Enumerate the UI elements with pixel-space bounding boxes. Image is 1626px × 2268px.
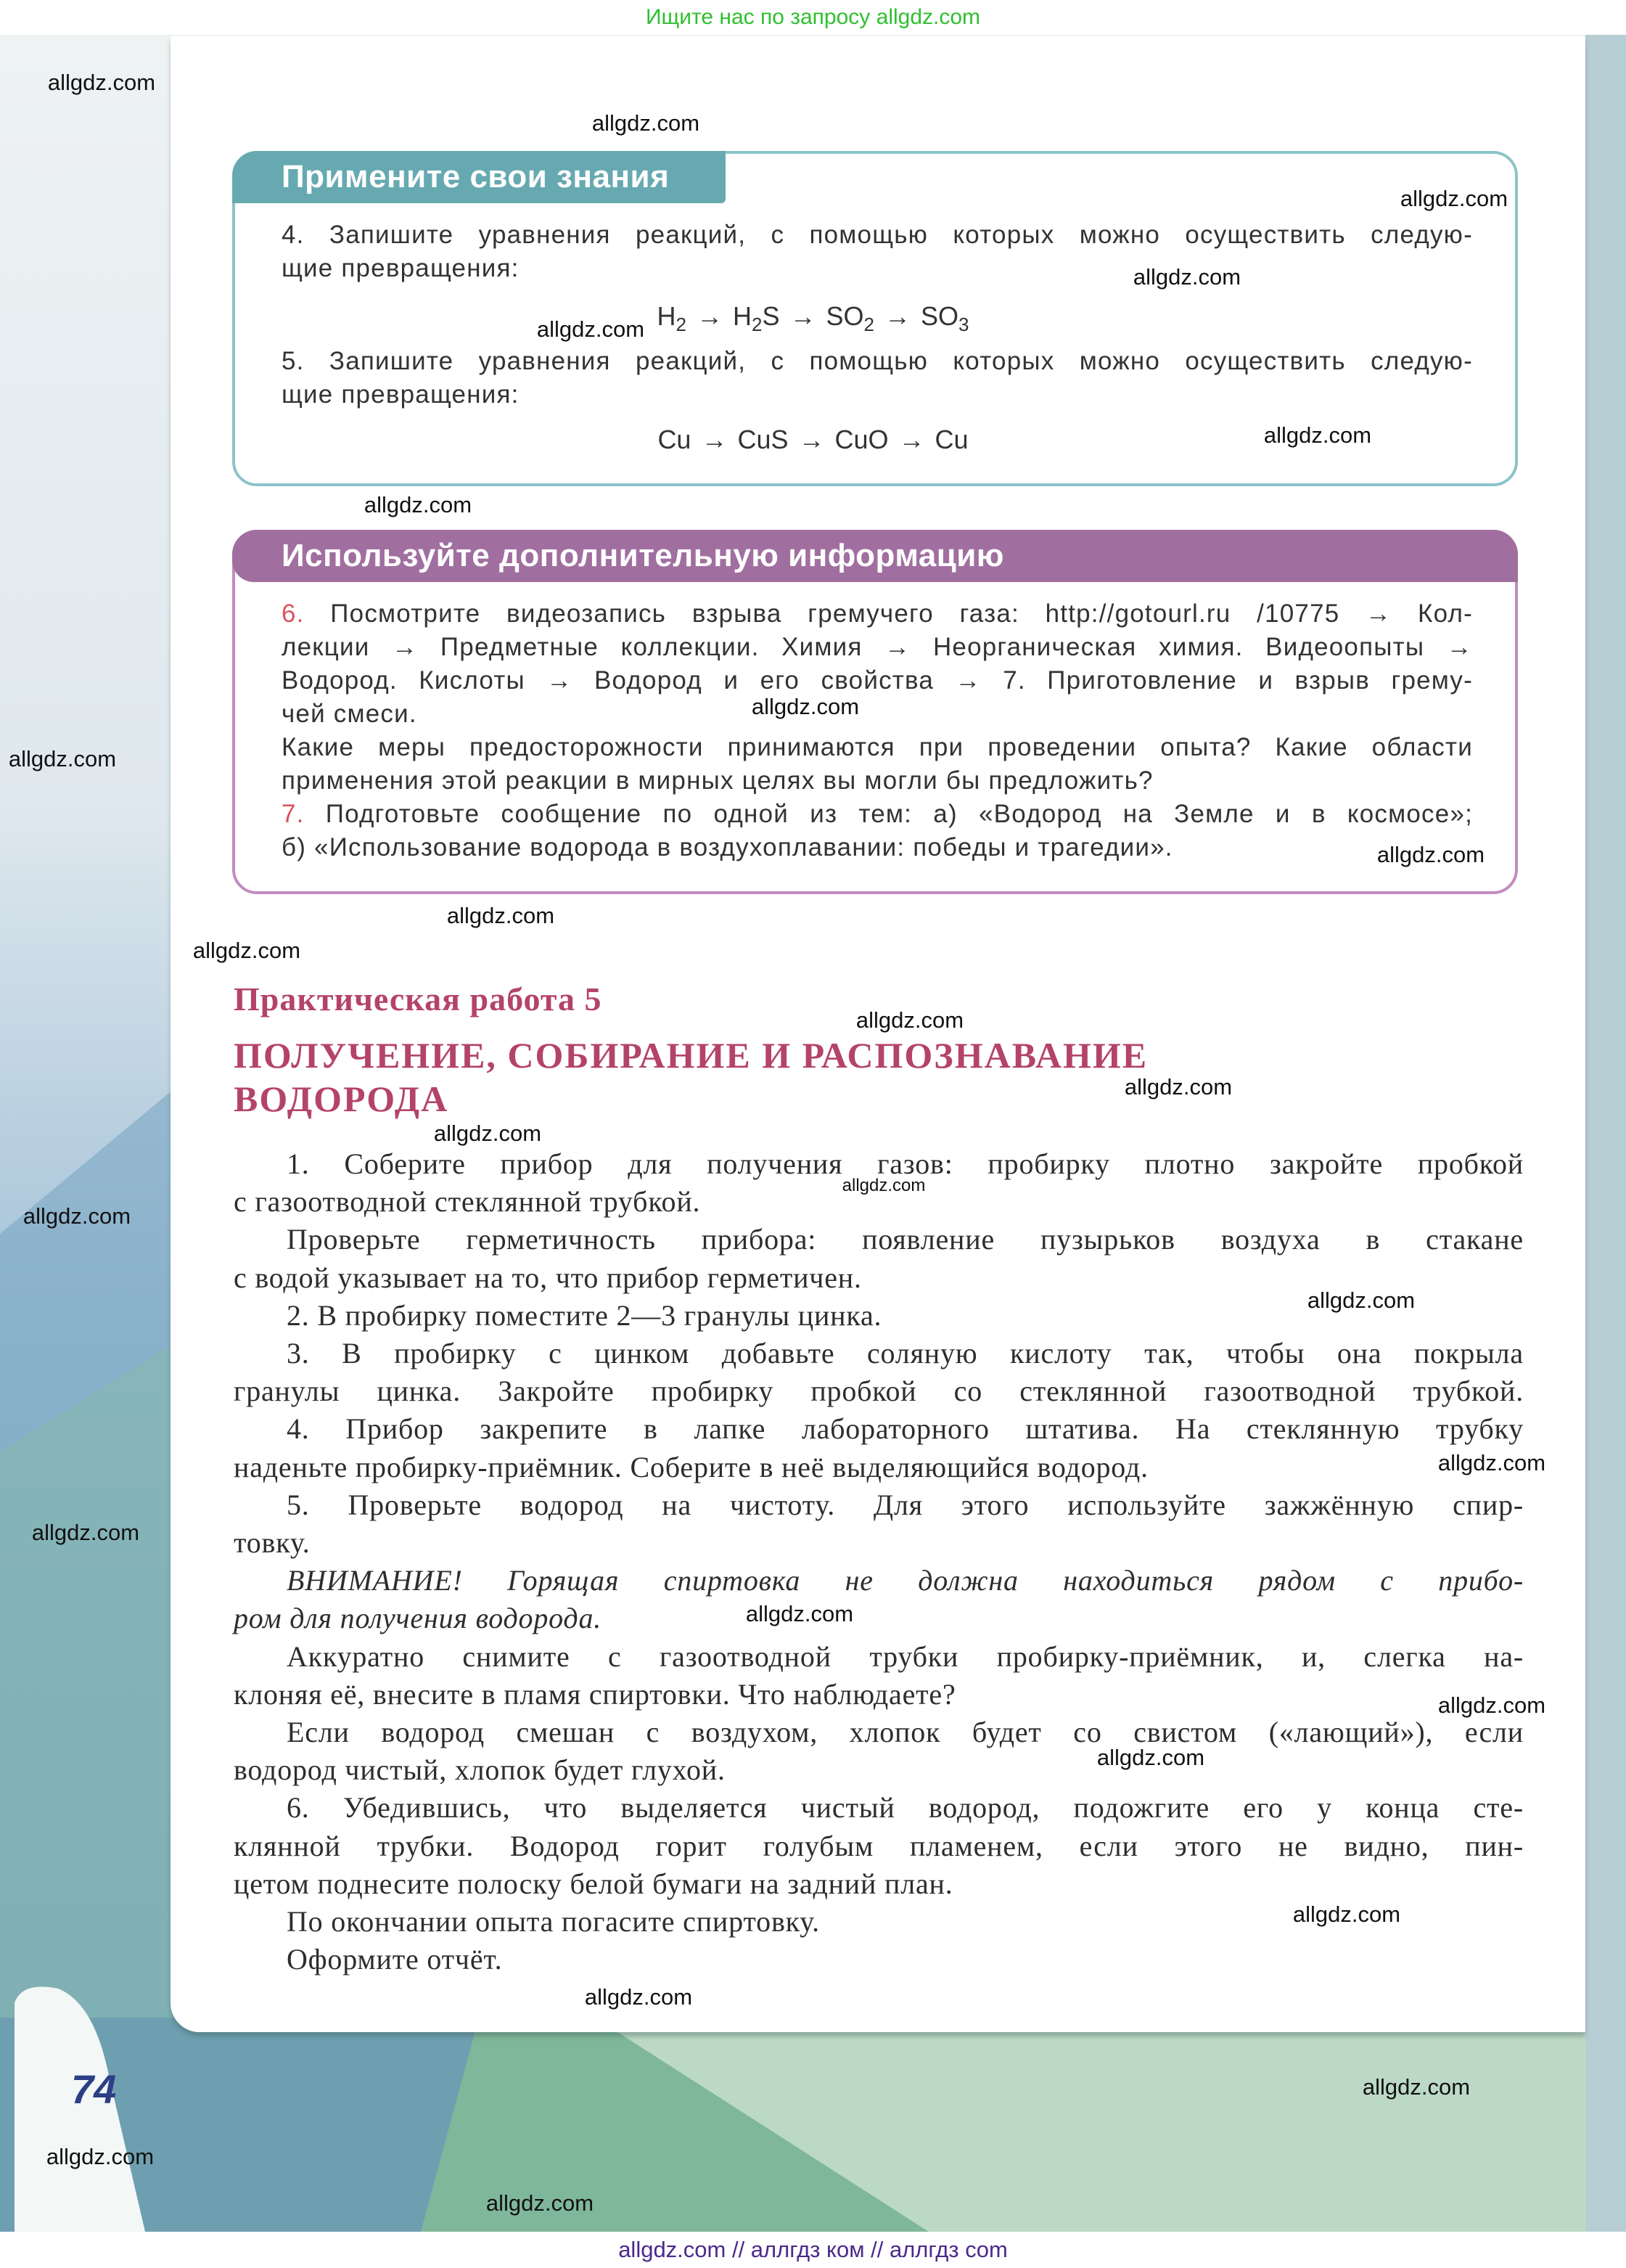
watermark-text: allgdz.com xyxy=(1376,842,1485,867)
watermark-text: allgdz.com xyxy=(433,1121,542,1146)
watermark-text: allgdz.com xyxy=(1124,1074,1233,1100)
watermark-text: allgdz.com xyxy=(22,1203,131,1229)
task-text: Подготовьте сообщение по одной из тем: а) «Водород на Земле и в космосе»; xyxy=(304,800,1473,828)
task-6-line: лекции → Предметные коллекции. Химия → Неорганическая химия. Видеоопыты → xyxy=(282,633,1473,661)
watermark-text: allgdz.com xyxy=(364,492,472,517)
body-text-line: цетом поднесите полоску белой бумаги на задний план. xyxy=(234,1867,953,1900)
watermark-text: allgdz.com xyxy=(1400,186,1508,211)
body-text-line: с газоотводной стеклянной трубкой. xyxy=(234,1185,701,1219)
task-5-line: 5. Запишите уравнения реакций, с помощью которых можно осуществить следую- xyxy=(282,347,1473,375)
practical-work-title: ПОЛУЧЕНИЕ, СОБИРАНИЕ И РАСПОЗНАВАНИЕ xyxy=(234,1035,1149,1076)
body-text-line: 3. В пробирку с цинком добавьте соляную кислоту так, чтобы она покрыла xyxy=(287,1337,1524,1370)
body-text-line: 4. Прибор закрепите в лапке лабораторного штатива. На стеклянную трубку xyxy=(287,1412,1524,1446)
task-6-line: Водород. Кислоты → Водород и его свойства → 7. Приготовление и взрыв грему- xyxy=(282,666,1473,695)
watermark-text: allgdz.com xyxy=(31,1520,140,1545)
extra-info-title: Используйте дополнительную информацию xyxy=(232,530,1518,582)
task-7-line xyxy=(282,798,1473,831)
task-6-line xyxy=(282,597,1473,631)
body-text-line: клоняя её, внесите в пламя спиртовки. Что наблюдаете? xyxy=(234,1677,956,1711)
watermark-text: allgdz.com xyxy=(1307,1287,1416,1313)
formula-term: S xyxy=(762,301,780,331)
watermark-text: allgdz.com xyxy=(584,1984,693,2010)
body-text-line: ВНИМАНИЕ! Горящая спиртовка не должна находиться рядом с прибо- xyxy=(287,1564,1524,1597)
task-4-line: щие превращения: xyxy=(282,254,520,282)
subscript: 2 xyxy=(752,314,763,336)
watermark-text: allgdz.com xyxy=(751,694,860,719)
watermark-text: allgdz.com xyxy=(8,746,117,771)
formula-h2-to-so3 xyxy=(0,300,1626,341)
watermark-text: allgdz.com xyxy=(1292,1901,1401,1927)
arrow-icon: → xyxy=(898,425,925,454)
page-number: 74 xyxy=(71,2066,117,2112)
watermark-text: allgdz.com xyxy=(1437,1692,1546,1718)
body-text-line: наденьте пробирку-приёмник. Соберите в неё выделяющийся водород. xyxy=(234,1450,1149,1483)
body-text-line: товку. xyxy=(234,1526,311,1559)
body-text-line: 2. В пробирку поместите 2—3 гранулы цинка. xyxy=(287,1298,882,1332)
arrow-icon: → xyxy=(884,301,911,331)
formula-term: SO xyxy=(920,301,958,331)
formula-term: H xyxy=(733,301,752,331)
formula-cu-cycle xyxy=(0,423,1626,457)
watermark-text: allgdz.com xyxy=(1263,422,1372,448)
formula-term: CuS xyxy=(737,425,789,454)
practical-work-label: Практическая работа 5 xyxy=(234,981,602,1018)
apply-knowledge-title: Примените свои знания xyxy=(232,151,726,203)
subscript: 2 xyxy=(676,314,686,336)
watermark-text: allgdz.com xyxy=(1133,264,1241,290)
task-6-question: применения этой реакции в мирных целях вы могли бы предложить? xyxy=(282,766,1154,795)
body-text-line: 6. Убедившись, что выделяется чистый водород, подожгите его у конца сте- xyxy=(287,1791,1524,1825)
task-number: 7. xyxy=(282,800,305,828)
body-text-line: 1. Соберите прибор для получения газов: пробирку плотно закройте пробкой xyxy=(287,1147,1524,1180)
body-text-line: гранулы цинка. Закройте пробирку пробкой со стеклянной газоотводной трубкой. xyxy=(234,1375,1524,1408)
arrow-icon: → xyxy=(789,301,816,331)
subscript: 3 xyxy=(958,314,969,336)
task-7-line: б) «Использование водорода в воздухоплавании: победы и трагедии». xyxy=(282,833,1173,861)
watermark-text: allgdz.com xyxy=(591,110,700,136)
task-text: Посмотрите видеозапись взрыва гремучего газа: http://gotourl.ru /10775 → Кол- xyxy=(304,599,1473,628)
watermark-text: allgdz.com xyxy=(842,1176,926,1195)
watermark-text: allgdz.com xyxy=(1096,1745,1205,1770)
body-text-line: с водой указывает на то, что прибор герметичен. xyxy=(234,1261,862,1294)
body-text-line: ром для получения водорода. xyxy=(234,1602,602,1635)
task-4-line: 4. Запишите уравнения реакций, с помощью которых можно осуществить следую- xyxy=(282,221,1473,249)
formula-term: H xyxy=(657,301,676,331)
arrow-icon: → xyxy=(701,425,728,454)
body-text-line: Оформите отчёт. xyxy=(287,1943,503,1976)
body-text-line: Если водород смешан с воздухом, хлопок будет со свистом («лающий»), если xyxy=(287,1716,1524,1748)
task-6-line: чей смеси. xyxy=(282,700,417,728)
watermark-text: allgdz.com xyxy=(446,903,555,928)
body-text-line: Аккуратно снимите с газоотводной трубки пробирку-приёмник, и, слегка на- xyxy=(287,1639,1524,1673)
formula-term: Cu xyxy=(657,425,691,454)
task-number: 6. xyxy=(282,599,305,628)
task-6-question: Какие меры предосторожности принимаются при проведении опыта? Какие области xyxy=(282,733,1473,761)
subscript: 2 xyxy=(863,314,874,336)
formula-term: SO xyxy=(826,301,864,331)
footer-links[interactable]: allgdz.com // аллгдз ком // аллгдз com xyxy=(0,2232,1626,2268)
watermark-text: allgdz.com xyxy=(485,2190,594,2216)
watermark-text: allgdz.com xyxy=(1362,2074,1471,2100)
body-text-line: 5. Проверьте водород на чистоту. Для этого используйте зажжённую спир- xyxy=(287,1488,1524,1521)
formula-term: CuO xyxy=(834,425,889,454)
body-text-line: По окончании опыта погасите спиртовку. xyxy=(287,1905,820,1938)
watermark-text: allgdz.com xyxy=(745,1601,854,1626)
practical-work-title: ВОДОРОДА xyxy=(234,1078,449,1119)
arrow-icon: → xyxy=(697,301,723,331)
watermark-text: allgdz.com xyxy=(536,316,645,342)
watermark-text: allgdz.com xyxy=(47,70,156,95)
watermark-text: allgdz.com xyxy=(46,2144,155,2169)
watermark-text: allgdz.com xyxy=(855,1007,964,1033)
watermark-text: allgdz.com xyxy=(1437,1450,1546,1475)
task-5-line: щие превращения: xyxy=(282,380,520,409)
body-text-line: клянной трубки. Водород горит голубым пламенем, если этого не видно, пин- xyxy=(234,1829,1524,1862)
body-text-line: водород чистый, хлопок будет глухой. xyxy=(234,1753,726,1787)
formula-term: Cu xyxy=(935,425,969,454)
top-banner[interactable]: Ищите нас по запросу allgdz.com xyxy=(0,0,1626,35)
watermark-text: allgdz.com xyxy=(192,938,301,963)
body-text-line: Проверьте герметичность прибора: появление пузырьков воздуха в стакане xyxy=(287,1223,1524,1256)
arrow-icon: → xyxy=(798,425,825,454)
